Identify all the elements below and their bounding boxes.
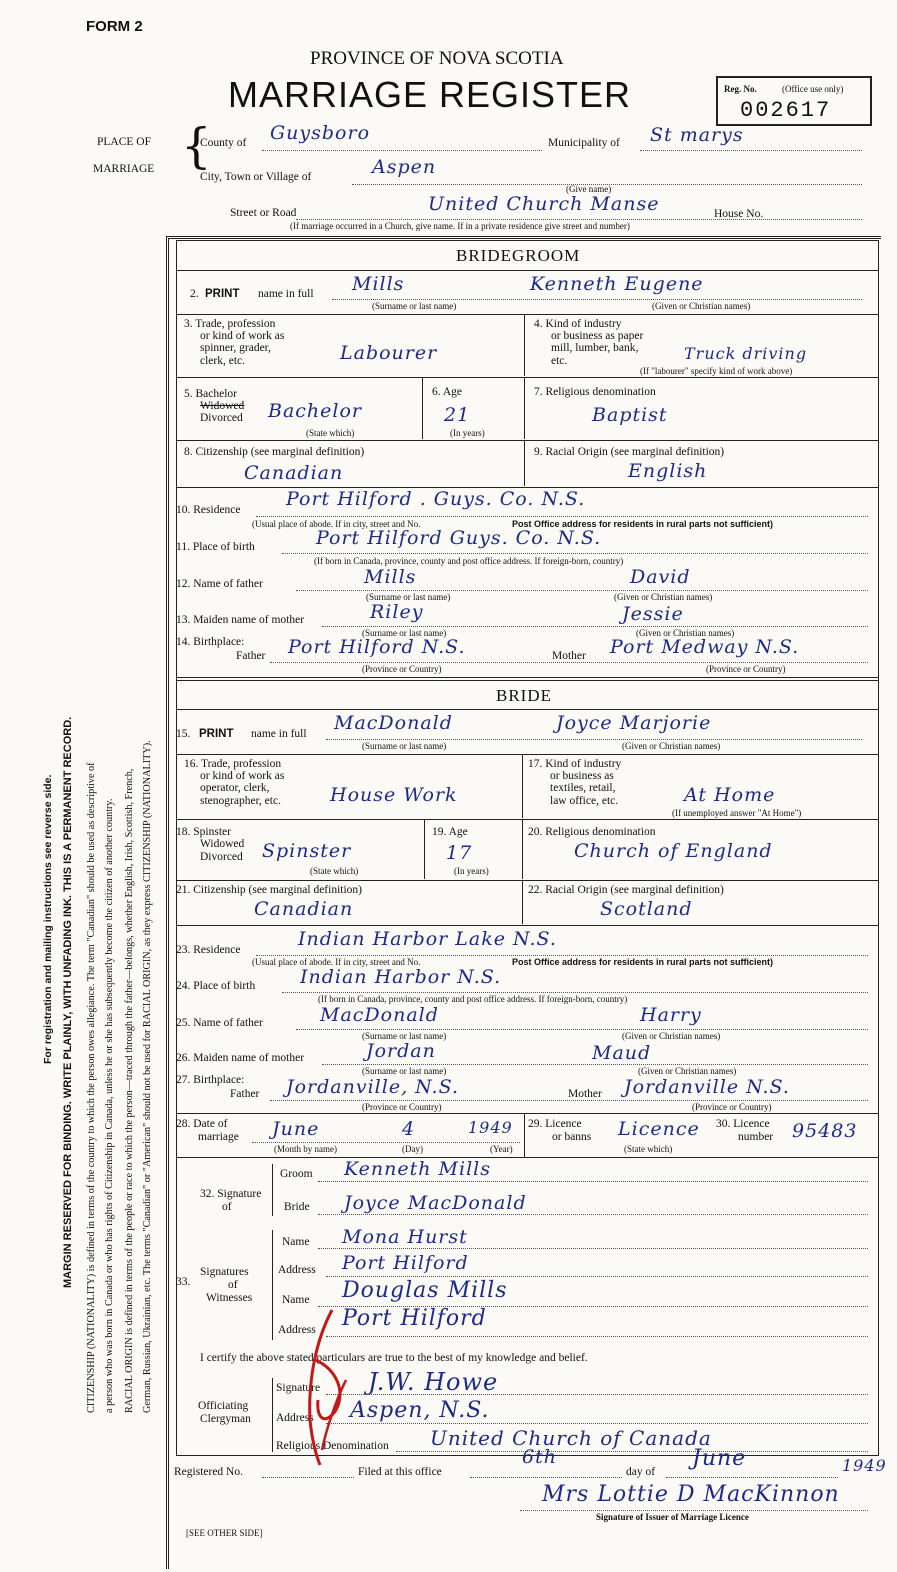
groom-origin: English: [628, 460, 708, 482]
f32-1: 32. Signature: [200, 1188, 262, 1200]
bride-status: Spinster: [262, 840, 352, 862]
f26-label: 26. Maiden name of mother: [176, 1052, 305, 1064]
bride-mother-surname: Jordan: [366, 1040, 436, 1062]
clergy-denom-label: Religious Denomination: [276, 1440, 389, 1452]
filed-day: 6th: [522, 1446, 557, 1468]
f10-label: 10. Residence: [176, 504, 241, 516]
f30-1: 30. Licence: [716, 1118, 770, 1130]
f27-prov-father: (Province or Country): [362, 1102, 442, 1112]
bride-father-surname: MacDonald: [320, 1004, 439, 1026]
bride-sig-label: Bride: [284, 1201, 310, 1213]
f17-4: law office, etc.: [550, 795, 619, 807]
f22-label: 22. Racial Origin (see marginal definition): [528, 884, 724, 896]
brace: {: [181, 118, 212, 174]
groom-citizenship: Canadian: [244, 462, 344, 484]
bride-res-note: (Usual place of abode. If in city, street and No.: [252, 957, 421, 967]
groom-given-note: (Given or Christian names): [652, 301, 751, 311]
groom-years: (In years): [450, 428, 485, 438]
clergy-denomination: United Church of Canada: [430, 1426, 712, 1450]
margin-line-4: a person who was born in Canada or who has rights of Citizenship in Canada, unless he or she has subsequently become the citizen of another country.: [104, 798, 115, 1413]
filed-year: 1949: [842, 1456, 887, 1475]
filed-label: Filed at this office: [358, 1466, 442, 1478]
bride-industry-note: (If unemployed answer "At Home"): [672, 808, 802, 818]
bride-religion: Church of England: [574, 840, 773, 862]
groom-res-note-b: Post Office address for residents in rural parts not sufficient): [512, 519, 774, 529]
street-label: Street or Road: [230, 207, 297, 219]
bride-heading: BRIDE: [496, 686, 552, 705]
f16-2: or kind of work as: [200, 770, 285, 782]
see-other-side: [SEE OTHER SIDE]: [186, 1528, 263, 1538]
f18-3: Divorced: [200, 851, 243, 863]
f25-surname-note: (Surname or last name): [362, 1031, 447, 1041]
f19-label: 19. Age: [432, 826, 468, 838]
f16-4: stenographer, etc.: [200, 795, 281, 807]
bride-state-which: (State which): [310, 866, 359, 876]
marriage-label: MARRIAGE: [93, 163, 155, 175]
groom-sig-label: Groom: [280, 1168, 313, 1180]
witness-label-1: Signatures: [200, 1266, 249, 1278]
marriage-year: 1949: [468, 1118, 513, 1137]
f3-2: or kind of work as: [200, 330, 285, 342]
groom-religion: Baptist: [592, 404, 668, 426]
f4-1: 4. Kind of industry: [534, 318, 622, 330]
groom-father-birthplace: Port Hilford N.S.: [288, 636, 466, 658]
groom-state-which: (State which): [306, 428, 355, 438]
bride-origin: Scotland: [600, 898, 693, 920]
groom-birthplace: Port Hilford Guys. Co. N.S.: [316, 527, 602, 549]
groom-status: Bachelor: [268, 400, 363, 422]
day-note: (Day): [402, 1144, 423, 1154]
f28-2: marriage: [198, 1131, 239, 1143]
f27-prov-mother: (Province or Country): [692, 1102, 772, 1112]
bride-given: Joyce Marjorie: [556, 712, 712, 734]
f4-3: mill, lumber, bank,: [551, 342, 639, 354]
groom-res-note: (Usual place of abode. If in city, street and No.: [252, 519, 421, 529]
w2-address-label: Address: [278, 1324, 316, 1336]
f20-label: 20. Religious denomination: [528, 826, 656, 838]
bride-given-note: (Given or Christian names): [622, 741, 721, 751]
f12-given-note: (Given or Christian names): [614, 592, 713, 602]
groom-mother-birthplace: Port Medway N.S.: [610, 636, 800, 658]
bride-signature: Joyce MacDonald: [344, 1192, 527, 1214]
f29-2: or banns: [552, 1131, 592, 1143]
f16-3: operator, clerk,: [200, 782, 270, 794]
f11-label: 11. Place of birth: [176, 541, 255, 553]
groom-surname: Mills: [352, 273, 405, 295]
w2-name-label: Name: [282, 1294, 310, 1306]
give-name-note: (Give name): [566, 184, 612, 194]
officiating-1: Officiating: [198, 1400, 249, 1412]
page-title: MARRIAGE REGISTER: [228, 74, 632, 115]
bride-mother-given: Maud: [592, 1042, 652, 1064]
issuer-signature: Mrs Lottie D MacKinnon: [542, 1482, 840, 1507]
f8-label: 8. Citizenship (see marginal definition): [184, 446, 365, 458]
reg-note: (Office use only): [782, 84, 844, 94]
f25-given-note: (Given or Christian names): [622, 1031, 721, 1041]
bride-mother-birthplace: Jordanville N.S.: [624, 1076, 790, 1098]
f27-father: Father: [230, 1088, 260, 1100]
margin-line-1: For registration and mailing instructions see reverse side.: [42, 774, 54, 1064]
f2-print: PRINT: [205, 288, 240, 300]
certify-statement: I certify the above stated particulars are true to the best of my knowledge and belief.: [200, 1352, 588, 1364]
witness-1-address: Port Hilford: [342, 1252, 469, 1274]
f13-surname-note: (Surname or last name): [362, 628, 447, 638]
witness-1-name: Mona Hurst: [342, 1226, 468, 1248]
f12-surname-note: (Surname or last name): [366, 592, 451, 602]
marriage-day: 4: [402, 1118, 416, 1140]
margin-line-6: German, Russian, Ukrainian, etc. The terms "Canadian" or "American" should not be used for RACIAL ORIGIN, as they express CITIZENSHIP (NATIONALITY).: [142, 740, 153, 1413]
f5-2: Widowed: [200, 400, 245, 412]
clergy-sig-label: Signature: [276, 1382, 321, 1394]
bride-industry: At Home: [684, 784, 776, 806]
f33-number: 33.: [176, 1276, 191, 1288]
witness-2-address: Port Hilford: [342, 1306, 487, 1331]
licence-state: (State which): [624, 1144, 673, 1154]
filed-month: June: [692, 1446, 747, 1471]
groom-birth-note: (If born in Canada, province, county and post office address. If foreign-born, country): [314, 556, 624, 566]
f12-label: 12. Name of father: [176, 578, 263, 590]
f14-label: 14. Birthplace:: [176, 636, 245, 648]
f18-2: Widowed: [200, 838, 245, 850]
f17-1: 17. Kind of industry: [528, 758, 622, 770]
clergy-address: Aspen, N.S.: [350, 1398, 490, 1423]
groom-industry: Truck driving: [684, 344, 808, 363]
margin-line-2: MARGIN RESERVED FOR BINDING. WRITE PLAINLY, WITH UNFADING INK. THIS IS A PERMANENT RECORD.: [62, 716, 74, 1288]
f24-label: 24. Place of birth: [176, 980, 256, 992]
w1-address-label: Address: [278, 1264, 316, 1276]
year-note: (Year): [490, 1144, 513, 1154]
f3-3: spinner, grader,: [200, 342, 271, 354]
margin-line-3: CITIZENSHIP (NATIONALITY) is defined in terms of the country to which the person owes allegiance. The term "Canadian" should be used as descriptive of: [86, 762, 97, 1413]
reg-number: 002617: [740, 98, 832, 123]
f32-2: of: [222, 1201, 232, 1213]
bride-years: (In years): [454, 866, 489, 876]
form-label: FORM 2: [86, 18, 143, 35]
f7-label: 7. Religious denomination: [534, 386, 656, 398]
groom-industry-note: (If "labourer" specify kind of work above): [640, 366, 793, 376]
witness-label-3: Witnesses: [206, 1292, 253, 1304]
clergy-signature: J.W. Howe: [368, 1368, 499, 1396]
groom-mother-surname: Riley: [370, 601, 424, 623]
f26-given-note: (Given or Christian names): [638, 1066, 737, 1076]
licence-number: 95483: [792, 1120, 858, 1142]
f14-prov-father: (Province or Country): [362, 664, 442, 674]
bride-surname-note: (Surname or last name): [362, 741, 447, 751]
f30-2: number: [738, 1131, 774, 1143]
municipality-value: St marys: [650, 124, 744, 146]
municipality-label: Municipality of: [548, 137, 620, 149]
day-of-label: day of: [626, 1466, 656, 1478]
bride-age: 17: [446, 842, 473, 864]
groom-signature: Kenneth Mills: [344, 1158, 491, 1180]
f26-surname-note: (Surname or last name): [362, 1066, 447, 1076]
w1-name-label: Name: [282, 1236, 310, 1248]
f28-1: 28. Date of: [176, 1118, 228, 1130]
street-value: United Church Manse: [428, 193, 660, 215]
clergy-address-label: Address: [276, 1412, 314, 1424]
city-value: Aspen: [372, 156, 437, 178]
groom-given: Kenneth Eugene: [530, 273, 704, 295]
officiating-2: Clergyman: [200, 1413, 251, 1425]
licence-or-banns: Licence: [618, 1118, 700, 1140]
groom-surname-note: (Surname or last name): [372, 301, 457, 311]
bride-surname: MacDonald: [334, 712, 453, 734]
bride-residence: Indian Harbor Lake N.S.: [298, 928, 557, 950]
groom-trade: Labourer: [340, 342, 438, 364]
f2-number: 2.: [190, 288, 199, 300]
f5-1: 5. Bachelor: [184, 388, 238, 400]
witness-label-2: of: [228, 1279, 238, 1291]
f27-mother: Mother: [568, 1088, 602, 1100]
f15-number: 15.: [176, 728, 191, 740]
bride-res-note-b: Post Office address for residents in rural parts not sufficient): [512, 957, 774, 967]
f4-4: etc.: [551, 355, 568, 367]
house-label: House No.: [714, 208, 764, 220]
province-heading: PROVINCE OF NOVA SCOTIA: [310, 48, 564, 69]
issuer-label: Signature of Issuer of Marriage Licence: [596, 1512, 749, 1522]
f13-label: 13. Maiden name of mother: [176, 614, 305, 626]
bride-birth-note: (If born in Canada, province, county and post office address. If foreign-born, country): [318, 994, 628, 1004]
f5-3: Divorced: [200, 412, 243, 424]
f17-3: textiles, retail,: [550, 782, 616, 794]
bridegroom-heading: BRIDEGROOM: [456, 246, 581, 265]
bride-birthplace: Indian Harbor N.S.: [300, 966, 502, 988]
f3-4: clerk, etc.: [200, 355, 246, 367]
marriage-month: June: [272, 1118, 320, 1140]
f23-label: 23. Residence: [176, 944, 241, 956]
f25-label: 25. Name of father: [176, 1017, 263, 1029]
f15-print: PRINT: [199, 728, 234, 740]
bride-father-birthplace: Jordanville, N.S.: [286, 1076, 459, 1098]
city-label: City, Town or Village of: [200, 171, 312, 183]
month-note: (Month by name): [274, 1144, 337, 1154]
registered-no-label: Registered No.: [174, 1466, 243, 1478]
bride-father-given: Harry: [640, 1004, 702, 1026]
groom-father-given: David: [630, 566, 691, 588]
f9-label: 9. Racial Origin (see marginal definition): [534, 446, 725, 458]
county-label: County of: [200, 137, 247, 149]
f21-label: 21. Citizenship (see marginal definition): [176, 884, 362, 896]
groom-age: 21: [444, 404, 471, 426]
f15-label: name in full: [251, 728, 307, 740]
f2-label: name in full: [258, 288, 314, 300]
witness-2-name: Douglas Mills: [342, 1278, 508, 1303]
groom-residence: Port Hilford . Guys. Co. N.S.: [286, 488, 586, 510]
groom-father-surname: Mills: [364, 566, 417, 588]
f6-label: 6. Age: [432, 386, 463, 398]
f3-1: 3. Trade, profession: [184, 318, 276, 330]
street-note: (If marriage occurred in a Church, give name. If in a private residence give street and number): [290, 221, 630, 231]
f27-label: 27. Birthplace:: [176, 1074, 245, 1086]
f14-prov-mother: (Province or Country): [706, 664, 786, 674]
f14-father: Father: [236, 650, 266, 662]
groom-mother-given: Jessie: [622, 603, 684, 625]
f17-2: or business as: [550, 770, 614, 782]
f14-mother: Mother: [552, 650, 586, 662]
county-value: Guysboro: [270, 122, 371, 144]
f18-1: 18. Spinster: [176, 826, 231, 838]
red-ink-mark: [296, 1300, 376, 1470]
f4-2: or business as paper: [551, 330, 644, 342]
bride-citizenship: Canadian: [254, 898, 354, 920]
reg-label: Reg. No.: [724, 84, 757, 94]
f16-1: 16. Trade, profession: [184, 758, 282, 770]
f13-given-note: (Given or Christian names): [636, 628, 735, 638]
bride-trade: House Work: [330, 784, 458, 806]
place-of-label: PLACE OF: [97, 136, 151, 148]
margin-line-5: RACIAL ORIGIN is defined in terms of the people or race to which the person—traced through the father—belongs, whether English, Irish, Scottish, French,: [124, 768, 135, 1413]
f29-1: 29. Licence: [528, 1118, 582, 1130]
